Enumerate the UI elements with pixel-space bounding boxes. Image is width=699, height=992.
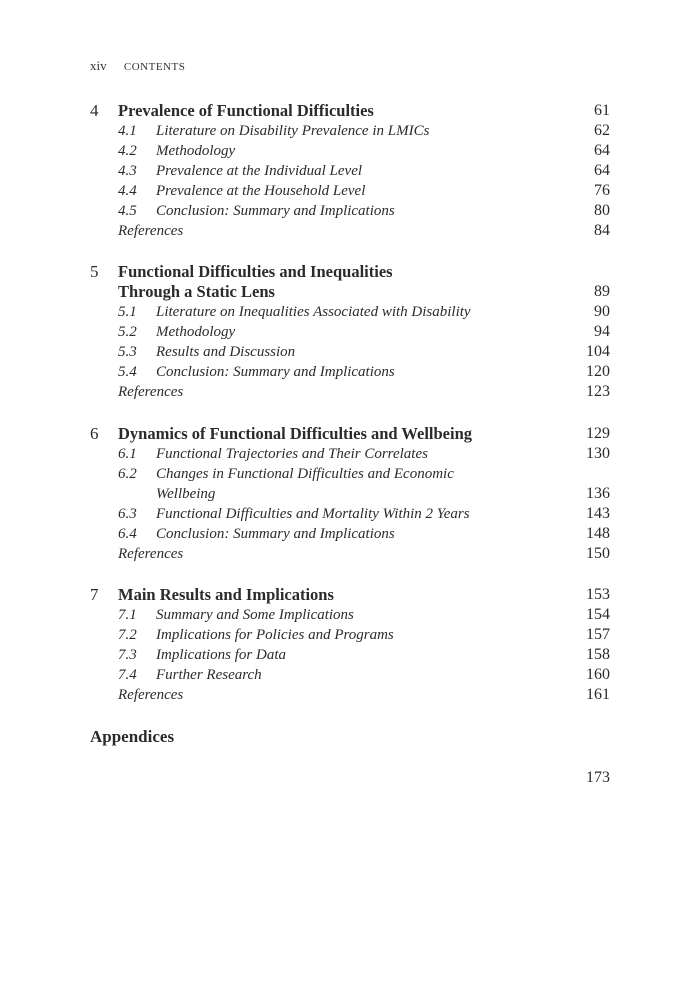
section-page-number: 62 [594,122,610,139]
section-page-number: 104 [586,343,610,360]
section-row [90,121,610,141]
section-title: Wellbeing [156,486,216,502]
section-row [90,342,610,362]
section-title: Methodology [156,324,236,340]
chapter-row [90,424,610,444]
header-title: CONTENTS [123,61,186,73]
section-row [90,181,610,201]
section-number: 7.2 [118,627,137,643]
appendices-page-number: 173 [586,769,610,786]
section-row [90,161,610,181]
running-header [90,58,185,74]
section-number: 5.2 [118,324,137,340]
section-row [90,625,610,645]
section-row [90,464,610,484]
section-title: Conclusion: Summary and Implications [156,203,395,219]
section-title: Changes in Functional Difficulties and Economic [156,466,454,482]
chapter-block [90,101,610,241]
section-row [90,504,610,524]
section-page-number: 64 [594,142,610,159]
section-page-number: 154 [586,606,610,623]
section-page-number: 120 [586,363,610,380]
section-row [90,665,610,685]
chapter-title: Prevalence of Functional Difficulties [118,101,374,120]
section-number: 5.1 [118,304,137,320]
section-title: Prevalence at the Household Level [156,183,366,199]
section-title: Results and Discussion [156,344,296,360]
section-title: Methodology [156,143,236,159]
references-label: References [118,687,184,703]
chapter-row [90,262,610,282]
section-number: 5.3 [118,344,137,360]
chapter-title: Main Results and Implications [118,585,334,604]
references-page-number: 150 [586,545,610,562]
chapter-block [90,262,610,402]
chapter-number: 5 [90,262,99,281]
chapter-title: Dynamics of Functional Difficulties and Wellbeing [118,424,473,443]
section-number: 4.5 [118,203,137,219]
section-number: 4.2 [118,143,137,159]
chapter-block [90,424,610,564]
chapter-number: 6 [90,424,99,443]
section-row [90,605,610,625]
references-page-number: 161 [586,686,610,703]
section-page-number: 136 [586,485,610,502]
chapter-title: Functional Difficulties and Inequalities [118,262,393,281]
section-title: Conclusion: Summary and Implications [156,364,395,380]
section-page-number: 90 [594,303,610,320]
section-number: 7.4 [118,667,137,683]
chapter-row [90,282,610,302]
section-title: Functional Trajectories and Their Correlates [156,446,428,462]
chapter-page-number: 153 [586,586,610,603]
header-page-number: xiv [90,58,107,73]
section-page-number: 130 [586,445,610,462]
references-label: References [118,546,184,562]
references-row [90,221,610,241]
section-number: 4.3 [118,163,137,179]
section-page-number: 158 [586,646,610,663]
section-number: 7.1 [118,607,137,623]
section-page-number: 76 [594,182,610,199]
section-row [90,645,610,665]
section-title: Literature on Inequalities Associated with Disability [156,304,471,320]
section-number: 7.3 [118,647,137,663]
references-row [90,544,610,564]
section-title: Functional Difficulties and Mortality Within 2 Years [156,506,470,522]
references-label: References [118,223,184,239]
references-row [90,685,610,705]
section-number: 5.4 [118,364,137,380]
chapter-title: Through a Static Lens [118,282,275,301]
section-row [90,141,610,161]
section-row [90,362,610,382]
chapter-page-number: 129 [586,425,610,442]
section-number: 4.4 [118,183,137,199]
chapter-page-number: 61 [594,102,610,119]
chapter-number: 4 [90,101,99,120]
section-row [90,302,610,322]
references-row [90,382,610,402]
section-title: Literature on Disability Prevalence in LMICs [156,123,430,139]
section-page-number: 64 [594,162,610,179]
section-page-number: 157 [586,626,610,643]
references-page-number: 123 [586,383,610,400]
section-title: Summary and Some Implications [156,607,354,623]
section-row [90,201,610,221]
section-title: Implications for Policies and Programs [156,627,394,643]
section-row [90,322,610,342]
section-number: 6.3 [118,506,137,522]
references-page-number: 84 [594,222,610,239]
chapter-row [90,585,610,605]
section-title: Conclusion: Summary and Implications [156,526,395,542]
section-row [90,484,610,504]
section-row [90,524,610,544]
section-page-number: 94 [594,323,610,340]
chapter-block [90,585,610,705]
section-title: Prevalence at the Individual Level [156,163,363,179]
section-title: Further Research [156,667,262,683]
section-number: 6.2 [118,466,137,482]
section-page-number: 80 [594,202,610,219]
references-label: References [118,384,184,400]
section-page-number: 160 [586,666,610,683]
section-page-number: 143 [586,505,610,522]
section-number: 4.1 [118,123,137,139]
appendices-heading: Appendices [90,727,175,746]
section-row [90,444,610,464]
chapter-number: 7 [90,585,99,604]
chapter-page-number: 89 [594,283,610,300]
section-number: 6.4 [118,526,137,542]
section-title: Implications for Data [156,647,286,663]
section-page-number: 148 [586,525,610,542]
chapter-row [90,101,610,121]
section-number: 6.1 [118,446,137,462]
